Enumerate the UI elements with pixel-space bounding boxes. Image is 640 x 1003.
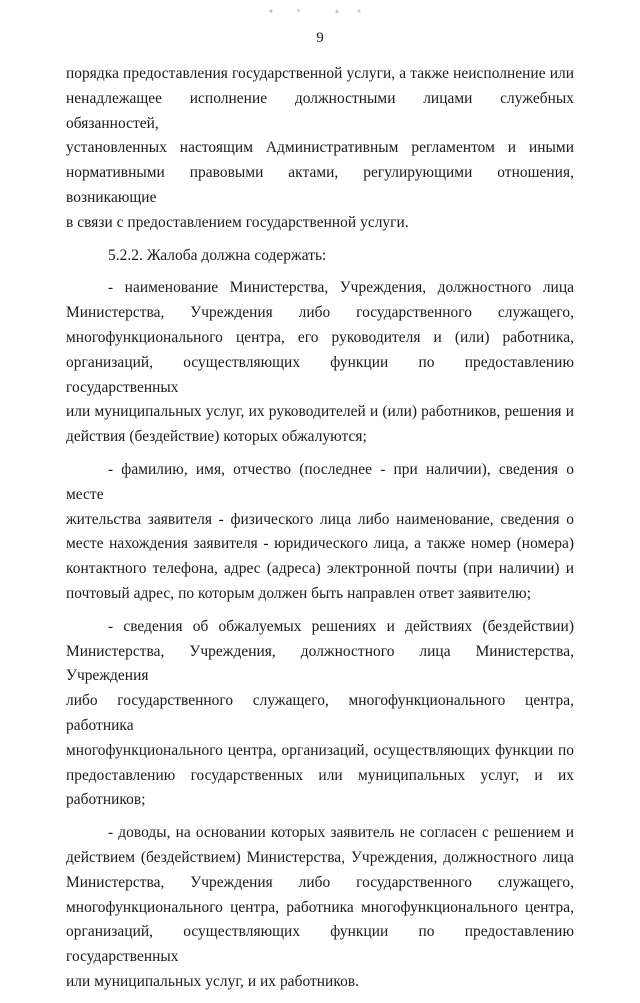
text-line: - фамилию, имя, отчество (последнее - при наличии), сведения о месте: [66, 460, 574, 503]
page-number: 9: [316, 30, 324, 46]
text-line: - сведения об обжалуемых решениях и действиях (бездействии): [108, 617, 574, 635]
text-line: нормативными правовыми актами, регулирующими отношения, возникающие: [66, 164, 574, 206]
text-line: или муниципальных услуг, и их работников.: [66, 972, 360, 990]
text-line: - наименование Министерства, Учреждения, должностного лица: [108, 279, 574, 297]
text-line: Министерства, Учреждения, должностного лица Министерства, Учреждения: [66, 642, 574, 685]
scan-artifact: [260, 8, 370, 14]
text-line: либо государственного служащего, многофункционального центра, работника: [66, 692, 574, 734]
text-line: порядка предоставления государственной услуги, а также неисполнение или: [66, 65, 574, 82]
text-line: многофункционального центра, организаций, осуществляющих функции по: [66, 741, 574, 759]
text-line: почтовый адрес, по которым должен быть направлен ответ заявителю;: [66, 584, 532, 602]
text-line: действия (бездействие) которых обжалуются;: [66, 428, 367, 446]
text-line: 5.2.2. Жалоба должна содержать:: [108, 246, 327, 264]
list-item-arguments: [66, 821, 574, 995]
paragraph-continuation: [66, 62, 574, 236]
text-line: - доводы, на основании которых заявитель не согласен с решением и: [108, 824, 574, 842]
text-line: действием (бездействием) Министерства, Учреждения, должностного лица: [66, 848, 574, 866]
text-line: месте нахождения заявителя - юридического лица, а также номер (номера): [66, 535, 574, 553]
text-line: контактного телефона, адрес (адреса) электронной почты (при наличии) и: [66, 560, 574, 578]
text-line: или муниципальных услуг, их руководителей и (или) работников, решения и: [66, 403, 574, 421]
list-item-appealed-decisions: [66, 615, 574, 813]
text-line: предоставлению государственных или муниципальных услуг, и их: [66, 766, 574, 784]
text-line: в связи с предоставлением государственной услуги.: [66, 213, 409, 231]
section-heading-5-2-2: [66, 244, 574, 269]
text-line: установленных настоящим Административным регламентом и иными: [66, 139, 574, 157]
text-line: многофункционального центра, его руководителя и (или) работника,: [66, 328, 574, 346]
text-line: работников;: [66, 791, 146, 809]
text-line: Министерства, Учреждения либо государственного служащего,: [66, 873, 574, 891]
text-line: многофункционального центра, работника многофункционального центра,: [66, 898, 574, 916]
list-item-applicant-details: [66, 458, 574, 607]
text-line: организаций, осуществляющих функции по предоставлению государственных: [66, 923, 574, 966]
text-line: организаций, осуществляющих функции по предоставлению государственных: [66, 353, 574, 396]
list-item-name-of-body: [66, 276, 574, 450]
text-line: жительства заявителя - физического лица либо наименование, сведения о: [66, 510, 574, 528]
text-line: Министерства, Учреждения либо государственного служащего,: [66, 304, 574, 322]
text-line: ненадлежащее исполнение должностными лицами служебных обязанностей,: [66, 89, 574, 132]
document-body: [66, 62, 574, 1003]
